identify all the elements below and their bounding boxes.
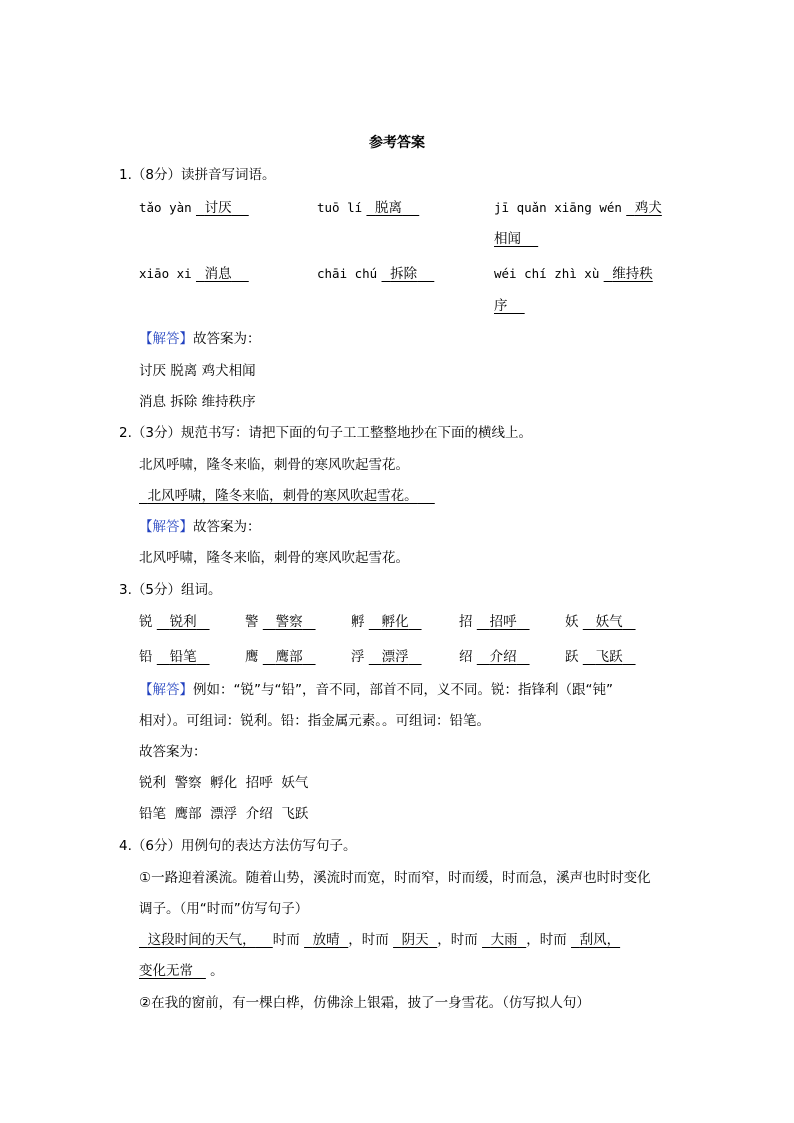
jieda-label: 【解答】 (139, 682, 193, 698)
q3-cell: 招 招呼 (459, 614, 517, 630)
answer-intro: 故答案为： (139, 744, 207, 760)
answer-blank: 相闻 (494, 231, 521, 247)
pinyin: tǎo yàn (139, 200, 192, 215)
q3-cell: 跃 飞跃 (565, 649, 623, 665)
jieda-line: 【解答】例如：“锐”与“铅”，音不同，部首不同，义不同。锐：指锋利（跟“钝” (139, 682, 613, 698)
q1-item (317, 265, 434, 283)
answer-blank: 消息 (204, 266, 232, 282)
q3-cell: 绍 介绍 (459, 649, 517, 665)
answer-blank: 拆除 (390, 266, 418, 282)
q3-cell: 孵 孵化 (351, 614, 409, 630)
answer-blank: 讨厌 (204, 200, 232, 216)
explain-line: 相对）。可组词：锐利。铅：指金属元素。。可组词：铅笔。 (139, 713, 490, 729)
pinyin: wéi chí zhì xù (494, 266, 600, 281)
q4-fill-line: 这段时间的天气， 时而 放晴 ，时而 阴天 ，时而 大雨 ，时而 刮风， (147, 932, 621, 948)
q2-heading: 2.（3分）规范书写：请把下面的句子工工整整地抄在下面的横线上。 (119, 425, 532, 441)
jieda-line: 【解答】故答案为： (139, 519, 261, 535)
answer-line: 讨厌 脱离 鸡犬相闻 (139, 363, 256, 379)
q2-sentence: 北风呼啸，隆冬来临，刺骨的寒风吹起雪花。 (139, 457, 409, 473)
answer-line: 消息 拆除 维持秩序 (139, 394, 256, 410)
jieda-line: 【解答】故答案为： (139, 331, 261, 347)
q1-item (494, 265, 653, 283)
jieda-label: 【解答】 (139, 519, 193, 535)
answer-line: 锐利 警察 孵化 招呼 妖气 (139, 775, 309, 791)
answer-blank: 脱离 (375, 200, 403, 216)
answer-blank: 序 (494, 298, 508, 314)
q1-item (317, 199, 419, 217)
q3-cell: 鹰 鹰部 (245, 649, 303, 665)
q1-heading: 1.（8分）读拼音写词语。 (119, 167, 276, 183)
pinyin: chāi chú (317, 266, 378, 281)
answer-blank: 维持秩 (612, 266, 653, 282)
q1-item-cont (494, 297, 525, 315)
q4-fill-line-cont: 变化无常 。 (139, 963, 224, 979)
answer-line: 铅笔 鹰部 漂浮 介绍 飞跃 (139, 806, 309, 822)
q4-sentence2: ②在我的窗前，有一棵白桦，仿佛涂上银霜，披了一身雪花。（仿写拟人句） (139, 995, 590, 1011)
q4-sentence1-cont: 调子。（用“时而”仿写句子） (139, 901, 309, 917)
pinyin: jī quǎn xiāng wén (494, 200, 622, 215)
q3-heading: 3.（5分）组词。 (119, 582, 222, 598)
q1-item (139, 199, 249, 217)
q1-item (494, 199, 662, 217)
answer-line: 北风呼啸，隆冬来临，刺骨的寒风吹起雪花。 (139, 550, 409, 566)
q3-cell: 浮 漂浮 (351, 649, 409, 665)
answer-blank: 鸡犬 (634, 200, 662, 216)
q2-written-line: 北风呼啸，隆冬来临，刺骨的寒风吹起雪花。 (147, 488, 418, 504)
q3-cell: 妖 妖气 (565, 614, 623, 630)
q4-sentence1: ①一路迎着溪流。随着山势，溪流时而宽，时而窄，时而缓，时而急，溪声也时时变化 (139, 870, 651, 886)
q3-cell: 警 警察 (245, 614, 303, 630)
q1-item (139, 265, 249, 283)
q4-heading: 4.（6分）用例句的表达方法仿写句子。 (119, 838, 357, 854)
q3-cell: 锐 锐利 (139, 614, 197, 630)
pinyin: tuō lí (317, 200, 363, 215)
q3-cell: 铅 铅笔 (139, 649, 197, 665)
page-title: 参考答案 (369, 135, 425, 151)
jieda-label: 【解答】 (139, 331, 193, 347)
pinyin: xiāo xi (139, 266, 192, 281)
q1-item-cont (494, 230, 538, 248)
